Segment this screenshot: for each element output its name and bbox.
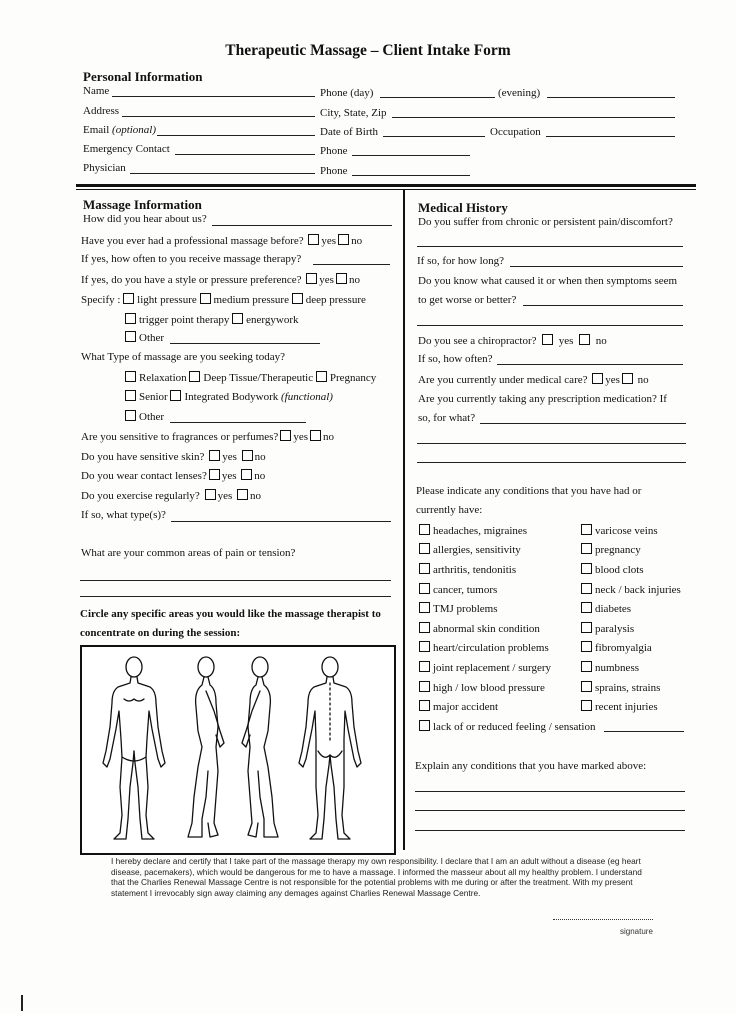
signature-field[interactable] <box>553 919 653 920</box>
conditions-intro-2: currently have: <box>416 504 483 516</box>
emergency-field[interactable] <box>175 154 315 155</box>
condition-item[interactable]: varicose veins <box>581 524 658 538</box>
condition-item[interactable]: pregnancy <box>581 543 641 557</box>
specify-row: Specify : light pressure medium pressure deep pressure <box>81 294 366 306</box>
condition-item[interactable]: fibromyalgia <box>581 641 652 655</box>
body-figures-svg <box>82 647 394 853</box>
condition-checkbox[interactable] <box>581 681 592 692</box>
conditions-intro-1: Please indicate any conditions that you have had or <box>416 485 642 497</box>
other-pressure-checkbox[interactable] <box>125 331 136 342</box>
trigger-point-checkbox[interactable] <box>125 313 136 324</box>
figure-side-left <box>188 657 224 837</box>
q-fragrance: Are you sensitive to fragrances or perfumes? yes no <box>81 431 334 443</box>
fragrance-yes-checkbox[interactable] <box>280 430 291 441</box>
condition-checkbox[interactable] <box>581 700 592 711</box>
condition-checkbox[interactable] <box>581 602 592 613</box>
fragrance-no-checkbox[interactable] <box>310 430 321 441</box>
condition-item[interactable]: recent injuries <box>581 700 658 714</box>
phone2-label: Phone <box>320 165 348 177</box>
medical-heading: Medical History <box>418 200 508 215</box>
other-row: Other <box>125 331 164 345</box>
occupation-label: Occupation <box>490 126 541 138</box>
condition-checkbox[interactable] <box>419 543 430 554</box>
condition-item[interactable]: arthritis, tendonitis <box>419 563 516 577</box>
q-chiro-often: If so, how often? <box>418 353 493 365</box>
condition-checkbox[interactable] <box>581 543 592 554</box>
occupation-field[interactable] <box>546 136 675 137</box>
address-label: Address <box>83 105 120 117</box>
figure-back <box>299 657 361 839</box>
physician-field[interactable] <box>130 173 315 174</box>
before-no-checkbox[interactable] <box>338 234 349 245</box>
circle-instruction-1: Circle any specific areas you would like the massage therapist to <box>80 608 381 620</box>
personal-heading: Personal Information <box>83 69 203 84</box>
section-divider <box>76 184 696 187</box>
condition-item[interactable]: TMJ problems <box>419 602 497 616</box>
condition-checkbox[interactable] <box>419 700 430 711</box>
body-diagram[interactable] <box>80 645 396 855</box>
condition-item[interactable]: major accident <box>419 700 498 714</box>
condition-item[interactable]: blood clots <box>581 563 644 577</box>
exercise-types-field[interactable] <box>171 521 391 522</box>
rx-field-3[interactable] <box>417 462 686 463</box>
q-lenses: Do you wear contact lenses? yes no <box>81 470 266 482</box>
pain-areas-line-1[interactable] <box>80 580 391 581</box>
q-chiropractor: Do you see a chiropractor? yes no <box>418 335 607 347</box>
city-field[interactable] <box>392 117 675 118</box>
lenses-no-checkbox[interactable] <box>241 469 252 480</box>
how-often-field[interactable] <box>313 264 390 265</box>
figure-front <box>103 657 165 839</box>
skin-yes-checkbox[interactable] <box>209 450 220 461</box>
condition-item[interactable]: joint replacement / surgery <box>419 661 551 675</box>
scan-mark <box>21 995 23 1011</box>
name-label: Name <box>83 85 110 97</box>
rx-field[interactable] <box>480 423 686 424</box>
condition-checkbox[interactable] <box>419 641 430 652</box>
q-exercise-types: If so, what type(s)? <box>81 509 166 521</box>
q-style: If yes, do you have a style or pressure preference? yes no <box>81 274 360 286</box>
explain-label: Explain any conditions that you have marked above: <box>415 760 647 772</box>
city-label: City, State, Zip <box>320 107 387 119</box>
style-no-checkbox[interactable] <box>336 273 347 284</box>
condition-item[interactable]: heart/circulation problems <box>419 641 549 655</box>
type-row-2: Senior Integrated Bodywork (functional) <box>125 390 333 404</box>
condition-item[interactable]: numbness <box>581 661 639 675</box>
dob-label: Date of Birth <box>320 126 379 138</box>
chiro-yes-checkbox[interactable] <box>542 334 553 345</box>
condition-item[interactable]: allergies, sensitivity <box>419 543 521 557</box>
q-hear: How did you hear about us? <box>83 213 207 225</box>
condition-item[interactable]: paralysis <box>581 622 634 636</box>
exercise-yes-checkbox[interactable] <box>205 489 216 500</box>
pain-areas-line-2[interactable] <box>80 596 391 597</box>
condition-item[interactable]: cancer, tumors <box>419 583 497 597</box>
type-row-1: Relaxation Deep Tissue/Therapeutic Pregnancy <box>125 371 376 385</box>
q-cause-1: Do you know what caused it or when then symptoms seem <box>418 275 678 287</box>
phone-day-field[interactable] <box>380 97 495 98</box>
phone-evening-field[interactable] <box>547 97 675 98</box>
section-divider-thin <box>76 189 696 190</box>
condition-checkbox[interactable] <box>419 661 430 672</box>
physician-label: Physician <box>83 162 126 174</box>
q-type: What Type of massage are you seeking today? <box>81 351 285 363</box>
energywork-checkbox[interactable] <box>232 313 243 324</box>
q-pain-areas: What are your common areas of pain or tension? <box>81 547 296 559</box>
condition-checkbox[interactable] <box>419 622 430 633</box>
explain-line-1[interactable] <box>415 791 685 792</box>
cause-field[interactable] <box>523 305 683 306</box>
q-massage-before: Have you ever had a professional massage before? yes no <box>81 235 363 247</box>
address-field[interactable] <box>122 116 315 117</box>
hear-field[interactable] <box>212 225 392 226</box>
condition-checkbox[interactable] <box>419 563 430 574</box>
style-yes-checkbox[interactable] <box>306 273 317 284</box>
condition-checkbox[interactable] <box>581 563 592 574</box>
integrated-bodywork-checkbox[interactable] <box>170 390 181 401</box>
chronic-field[interactable] <box>417 246 683 247</box>
other-type-checkbox[interactable] <box>125 410 136 421</box>
q-rx-2: so, for what? <box>418 412 476 424</box>
email-field[interactable] <box>157 135 315 136</box>
before-yes-checkbox[interactable] <box>308 234 319 245</box>
condition-checkbox[interactable] <box>581 641 592 652</box>
q-skin: Do you have sensitive skin? yes no <box>81 451 266 463</box>
circle-instruction-2: concentrate on during the session: <box>80 627 241 639</box>
q-cause-2: to get worse or better? <box>418 294 517 306</box>
q-rx-1: Are you currently taking any prescription medication? If <box>418 393 667 405</box>
cause-field-2[interactable] <box>417 325 683 326</box>
figure-side-right <box>242 657 278 837</box>
dob-field[interactable] <box>383 136 485 137</box>
condition-item[interactable]: diabetes <box>581 602 631 616</box>
light-pressure-checkbox[interactable] <box>123 293 134 304</box>
emergency-label: Emergency Contact <box>83 143 170 155</box>
lenses-yes-checkbox[interactable] <box>209 469 220 480</box>
deep-tissue-checkbox[interactable] <box>189 371 200 382</box>
condition-checkbox[interactable] <box>581 622 592 633</box>
condition-checkbox[interactable] <box>581 661 592 672</box>
condition-checkbox[interactable] <box>581 583 592 594</box>
condition-checkbox[interactable] <box>419 583 430 594</box>
how-long-field[interactable] <box>510 266 683 267</box>
condition-item[interactable]: neck / back injuries <box>581 583 681 597</box>
explain-line-3[interactable] <box>415 830 685 831</box>
condition-item[interactable]: headaches, migraines <box>419 524 527 538</box>
emergency-phone-field[interactable] <box>352 155 470 156</box>
q-chronic: Do you suffer from chronic or persistent pain/discomfort? <box>418 216 673 228</box>
medium-pressure-checkbox[interactable] <box>200 293 211 304</box>
q-medical-care: Are you currently under medical care? yes no <box>418 374 649 386</box>
deep-pressure-checkbox[interactable] <box>292 293 303 304</box>
chiro-no-checkbox[interactable] <box>579 334 590 345</box>
type-row-3: Other <box>125 410 164 424</box>
condition-item[interactable]: sprains, strains <box>581 681 660 695</box>
chiro-often-field[interactable] <box>497 364 683 365</box>
condition-checkbox[interactable] <box>581 524 592 535</box>
q-exercise: Do you exercise regularly? yes no <box>81 490 261 502</box>
reduced-feeling-field[interactable] <box>604 731 684 732</box>
other-type-field[interactable] <box>170 422 306 423</box>
condition-item[interactable]: abnormal skin condition <box>419 622 540 636</box>
other-pressure-field[interactable] <box>170 343 320 344</box>
q-how-often: If yes, how often to you receive massage therapy? <box>81 253 302 265</box>
condition-checkbox[interactable] <box>419 720 430 731</box>
q-how-long: If so, for how long? <box>417 255 505 267</box>
care-no-checkbox[interactable] <box>622 373 633 384</box>
massage-heading: Massage Information <box>83 197 202 212</box>
email-label: Email (optional) <box>83 124 157 136</box>
condition-checkbox[interactable] <box>419 602 430 613</box>
phone-label: Phone <box>320 145 348 157</box>
pregnancy-massage-checkbox[interactable] <box>316 371 327 382</box>
condition-item[interactable]: high / low blood pressure <box>419 681 545 695</box>
name-field[interactable] <box>112 96 315 97</box>
evening-label: (evening) <box>498 87 541 99</box>
relaxation-checkbox[interactable] <box>125 371 136 382</box>
condition-checkbox[interactable] <box>419 524 430 535</box>
rx-field-2[interactable] <box>417 443 686 444</box>
physician-phone-field[interactable] <box>352 175 470 176</box>
column-divider <box>403 190 405 850</box>
explain-line-2[interactable] <box>415 810 685 811</box>
phone-day-label: Phone (day) <box>320 87 374 99</box>
care-yes-checkbox[interactable] <box>592 373 603 384</box>
senior-checkbox[interactable] <box>125 390 136 401</box>
form-title: Therapeutic Massage – Client Intake Form <box>225 42 511 59</box>
condition-checkbox[interactable] <box>419 681 430 692</box>
declaration-text: I hereby declare and certify that I take part of the massage therapy my own responsibility. I declare that I am an adult without a disease (eg heart disease, pacemakers), which would be dangerous for me to have a massage. I informed the masseur about all my healthy problem. I understand that the Charlies Renewal Massage Centre is not responsible for the potential problems with me during or after the treatment. With my present statement I irrevocably sign away claiming any demages against Charlies Renewal Massage Centre. <box>111 856 642 898</box>
exercise-no-checkbox[interactable] <box>237 489 248 500</box>
trigger-row: trigger point therapy energywork <box>125 313 299 327</box>
skin-no-checkbox[interactable] <box>242 450 253 461</box>
condition-item[interactable]: lack of or reduced feeling / sensation <box>419 720 596 734</box>
signature-label: signature <box>620 927 653 936</box>
